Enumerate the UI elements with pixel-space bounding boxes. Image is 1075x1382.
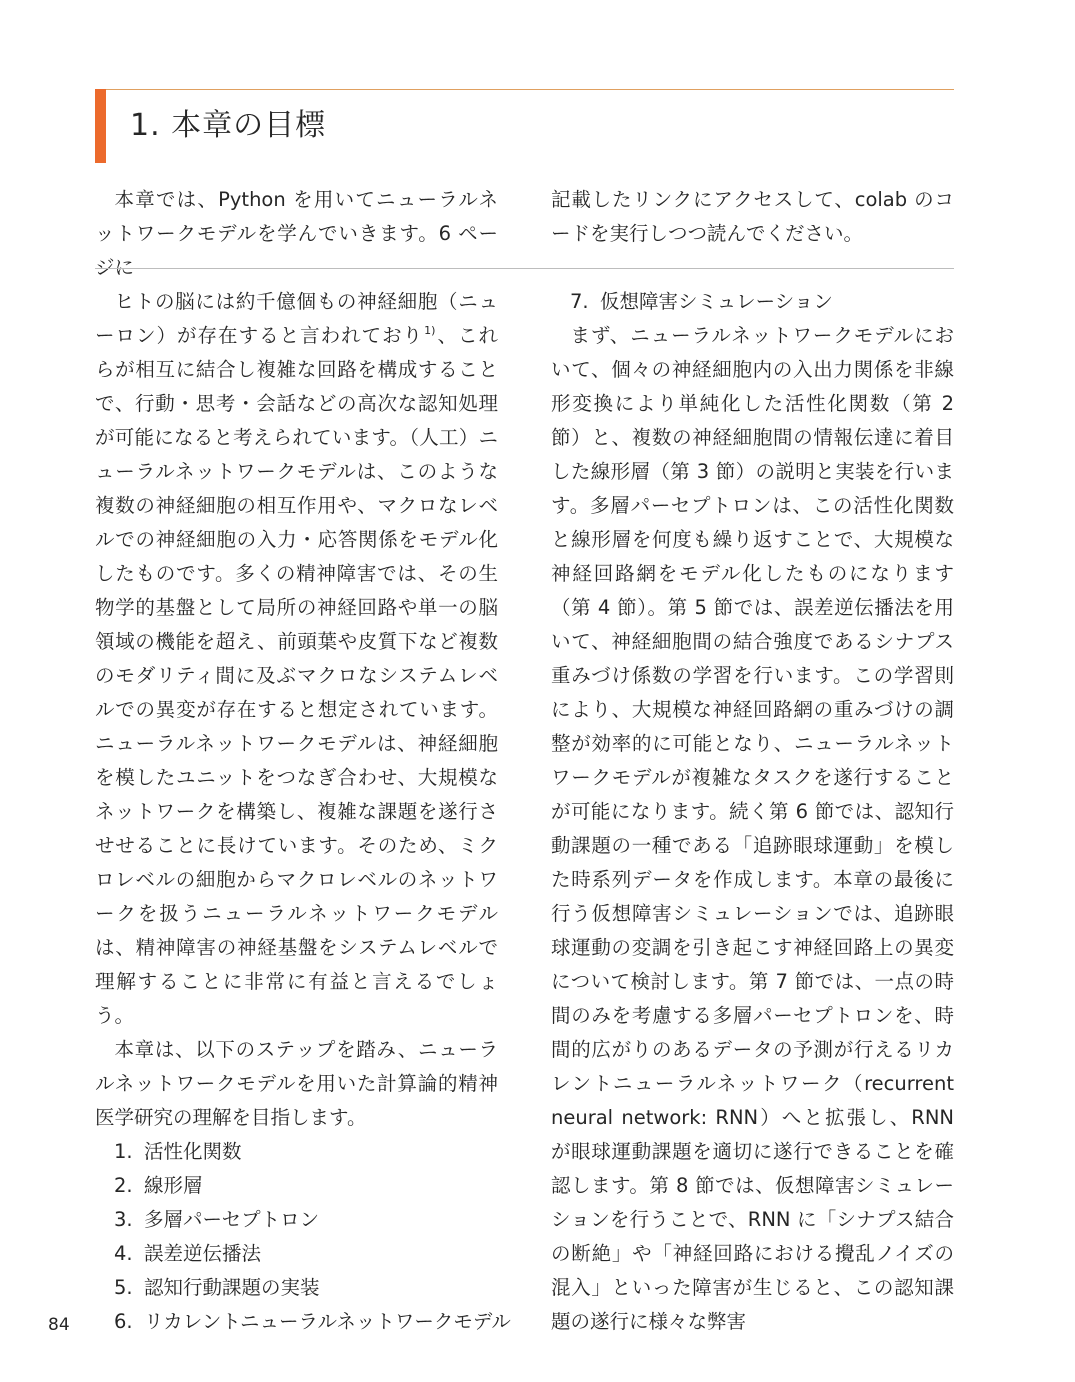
intro-right-column	[551, 183, 954, 251]
paragraph-3: まず、ニューラルネットワークモデルにおいて、個々の神経細胞内の入出力関係を非線形変換により単純化した活性化関数（第 2 節）と、複数の神経細胞間の情報伝達に着目した線形層（第 3 節）の説明と実装を行います。多層パーセプトロンは、この活性化関数と線形層を何度も繰り返すことで、大規模な神経回路網をモデル化したものになります（第 4 節）。第 5 節では、誤差逆伝播法を用いて、神経細胞間の結合強度であるシナプス重みづけ係数の学習を行います。この学習則により、大規模な神経回路網の重みづけの調整が効率的に可能となり、ニューラルネットワークモデルが複雑なタスクを遂行することが可能になります。続く第 6 節では、認知行動課題の一種である「追跡眼球運動」を模した時系列データを作成します。本章の最後に行う仮想障害シミュレーションでは、追跡眼球運動の変調を引き起こす神経回路上の異変について検討します。第 7 節では、一点の時間のみを考慮する多層パーセプトロンを、時間的広がりのあるデータの予測が行えるリカレントニューラルネットワーク（recurrent neural network: RNN）へと拡張し、RNN が眼球運動課題を適切に遂行できることを確認します。第 8 節では、仮想障害シミュレーションを行うことで、RNN に「シナプス結合の断絶」や「神経回路における攪乱ノイズの混入」といった障害が生じると、この認知課題の遂行に様々な弊害	[551, 324, 954, 1333]
step-number: 1.	[114, 1140, 133, 1163]
step-label: 仮想障害シミュレーション	[600, 290, 833, 313]
step-item	[95, 1169, 498, 1203]
step-label: 多層パーセプトロン	[144, 1208, 320, 1231]
step-item	[95, 1135, 498, 1169]
top-rule	[95, 89, 954, 90]
body-right-column	[551, 285, 954, 1339]
paragraph-2: 本章は、以下のステップを踏み、ニューラルネットワークモデルを用いた計算論的精神医学研究の理解を目指します。	[95, 1038, 498, 1129]
step-number: 4.	[114, 1242, 133, 1265]
paragraph-1-start: ヒトの脳には約千億個もの神経細胞（ニューロン）が存在すると言われており	[95, 290, 498, 347]
step-label: リカレントニューラルネットワークモデル	[144, 1310, 511, 1333]
step-number: 2.	[114, 1174, 133, 1197]
step-list	[95, 1135, 511, 1339]
step-item	[95, 1271, 498, 1305]
intro-right-text: 記載したリンクにアクセスして、colab のコードを実行しつつ読んでください。	[551, 188, 954, 245]
paragraph-1	[95, 285, 498, 1033]
step-item	[95, 1237, 498, 1271]
intro-left-column	[95, 183, 498, 285]
step-item	[551, 285, 954, 319]
step-label: 認知行動課題の実装	[144, 1276, 320, 1299]
step-number: 6.	[114, 1310, 133, 1333]
step-item	[95, 1203, 498, 1237]
step-number: 3.	[114, 1208, 133, 1231]
step-item	[95, 1305, 511, 1339]
heading-accent-bar	[95, 89, 106, 163]
step-label: 誤差逆伝播法	[144, 1242, 262, 1265]
section-title: 1. 本章の目標	[130, 108, 327, 143]
step-label: 線形層	[144, 1174, 203, 1197]
step-label: 活性化関数	[144, 1140, 242, 1163]
body-left-column	[95, 285, 511, 1339]
paragraph-1-end: 、これらが相互に結合し複雑な回路を構成することで、行動・思考・会話などの高次な認知処理が可能になると考えられています。（人工）ニューラルネットワークモデルは、このような複数の神経細胞の相互作用や、マクロなレベルでの神経細胞の入力・応答関係をモデル化したものです。多くの精神障害では、その生物学的基盤として局所の神経回路や単一の脳領域の機能を超え、前頭葉や皮質下など複数のモダリティ間に及ぶマクロなシステムレベルでの異変が存在すると想定されています。ニューラルネットワークモデルは、神経細胞を模したユニットをつなぎ合わせ、大規模なネットワークを構築し、複雑な課題を遂行させせることに長けています。そのため、ミクロレベルの細胞からマクロレベルのネットワークを扱うニューラルネットワークモデルは、精神障害の神経基盤をシステムレベルで理解することに非常に有益と言えるでしょう。	[95, 324, 498, 1027]
step-number: 7.	[570, 290, 589, 313]
intro-divider	[95, 268, 954, 269]
intro-left-text: 本章では、Python を用いてニューラルネットワークモデルを学んでいきます。6 ページに	[95, 188, 498, 279]
footnote-reference: 1)	[424, 324, 436, 337]
step-number: 5.	[114, 1276, 133, 1299]
page-number: 84	[48, 1315, 70, 1335]
